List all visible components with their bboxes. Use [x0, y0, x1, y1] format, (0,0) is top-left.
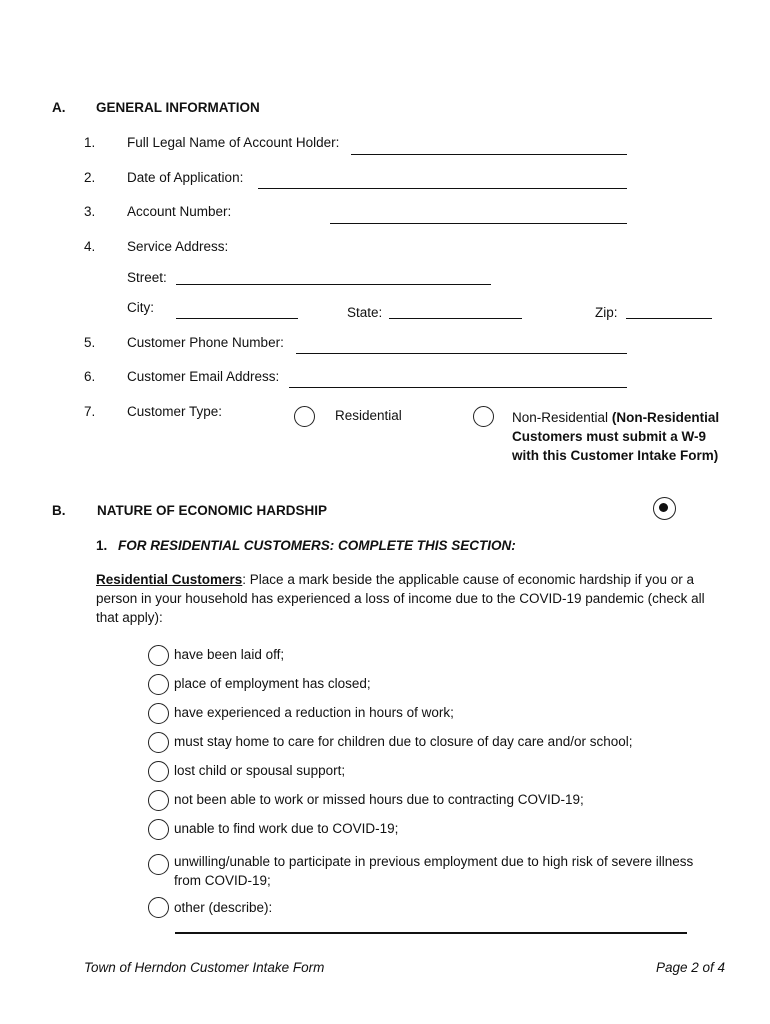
other-describe-field[interactable]	[175, 932, 687, 934]
non-residential-note: (Non-Residential Customers must submit a W-9 with this Customer Intake Form)	[512, 410, 720, 463]
state-field[interactable]	[389, 318, 522, 319]
non-residential-label	[512, 408, 727, 465]
city-label: City:	[127, 300, 154, 315]
item-number: 7.	[84, 404, 96, 419]
state-label: State:	[347, 305, 383, 320]
footer-form-title: Town of Herndon Customer Intake Form	[84, 960, 325, 975]
full-legal-name-field[interactable]	[351, 154, 627, 155]
employment-closed-checkbox[interactable]	[148, 674, 169, 695]
non-residential-text: Non-Residential	[512, 410, 609, 425]
option-label: must stay home to care for children due to closure of day care and/or school;	[174, 734, 633, 749]
customer-type-label: Customer Type:	[127, 404, 223, 419]
high-risk-checkbox[interactable]	[148, 854, 169, 875]
residential-radio[interactable]	[294, 406, 315, 427]
full-legal-name-label: Full Legal Name of Account Holder:	[127, 135, 340, 150]
city-field[interactable]	[176, 318, 298, 319]
reduced-hours-checkbox[interactable]	[148, 703, 169, 724]
option-label: have been laid off;	[174, 647, 285, 662]
lost-support-checkbox[interactable]	[148, 761, 169, 782]
item-number: 4.	[84, 239, 96, 254]
option-label: have experienced a reduction in hours of work;	[174, 705, 454, 720]
residential-instructions-text: : Place a mark beside the applicable cause of economic hardship if you or a person in your household has experienced a loss of income due to the COVID-19 pandemic (check all that apply):	[96, 572, 705, 625]
account-number-label: Account Number:	[127, 204, 232, 219]
street-label: Street:	[127, 270, 167, 285]
zip-label: Zip:	[595, 305, 618, 320]
item-number: 1.	[84, 135, 96, 150]
item-number: 3.	[84, 204, 96, 219]
option-label: unable to find work due to COVID-19;	[174, 821, 399, 836]
section-b-title: NATURE OF ECONOMIC HARDSHIP	[97, 503, 328, 518]
residential-instructions	[96, 570, 726, 627]
subsection-number: 1.	[96, 538, 108, 553]
non-residential-radio[interactable]	[473, 406, 494, 427]
customer-email-field[interactable]	[289, 387, 627, 388]
date-of-application-label: Date of Application:	[127, 170, 244, 185]
option-label: other (describe):	[174, 900, 273, 915]
customer-phone-label: Customer Phone Number:	[127, 335, 284, 350]
residential-customers-heading: Residential Customers	[96, 572, 243, 587]
customer-email-label: Customer Email Address:	[127, 369, 280, 384]
item-number: 6.	[84, 369, 96, 384]
contracted-covid-checkbox[interactable]	[148, 790, 169, 811]
date-of-application-field[interactable]	[258, 188, 627, 189]
cannot-find-work-checkbox[interactable]	[148, 819, 169, 840]
item-number: 5.	[84, 335, 96, 350]
option-label: lost child or spousal support;	[174, 763, 346, 778]
childcare-checkbox[interactable]	[148, 732, 169, 753]
option-label: place of employment has closed;	[174, 676, 371, 691]
section-a-letter: A.	[52, 100, 66, 115]
footer-page-number: Page 2 of 4	[656, 960, 726, 975]
section-b-letter: B.	[52, 503, 66, 518]
service-address-label: Service Address:	[127, 239, 229, 254]
section-a-title: GENERAL INFORMATION	[96, 100, 260, 115]
subsection-title: FOR RESIDENTIAL CUSTOMERS: COMPLETE THIS SECTION:	[118, 538, 516, 553]
residential-label: Residential	[335, 408, 402, 423]
street-field[interactable]	[176, 284, 491, 285]
customer-phone-field[interactable]	[296, 353, 627, 354]
other-checkbox[interactable]	[148, 897, 169, 918]
selected-radio[interactable]	[653, 497, 676, 520]
option-label: not been able to work or missed hours due to contracting COVID-19;	[174, 792, 584, 807]
zip-field[interactable]	[626, 318, 712, 319]
option-label: unwilling/unable to participate in previous employment due to high risk of severe illness from COVID-19;	[174, 854, 694, 888]
laid-off-checkbox[interactable]	[148, 645, 169, 666]
item-number: 2.	[84, 170, 96, 185]
account-number-field[interactable]	[330, 223, 627, 224]
